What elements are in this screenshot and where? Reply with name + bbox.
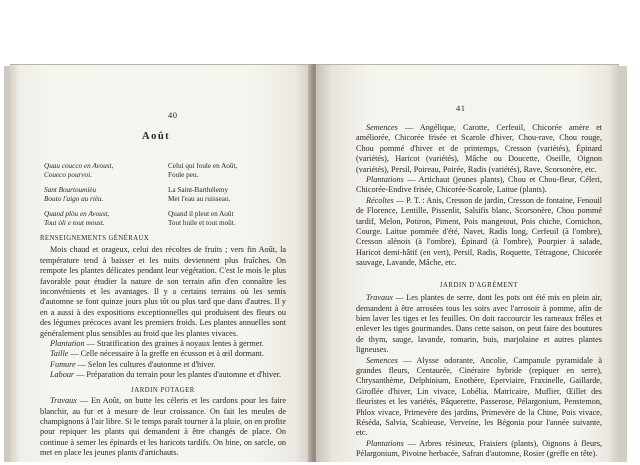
- entry-label: Plantations: [366, 175, 404, 185]
- entry-taille: [40, 349, 286, 359]
- poem-provencal: [44, 162, 113, 235]
- poem-stanza: [44, 186, 113, 203]
- entry-label: Plantations: [366, 438, 404, 448]
- poem-line: Met l'eau au ruisseau.: [168, 194, 231, 203]
- entry-label: Travaux: [366, 293, 393, 303]
- entry-text: — Arbres résineux, Fraisiers (plants), Oignons à fleurs, Pélargonium, Pivoine herbacée, Safran d'automne, Rosier (greffe en tête).: [356, 438, 602, 459]
- poem-line: Celui qui foule en Août,: [168, 162, 238, 170]
- poem-stanza: [168, 210, 237, 227]
- poem-line: Coueco pourvoi.: [44, 170, 92, 179]
- potager-paragraph: [40, 396, 286, 458]
- poem-stanza: [168, 162, 237, 179]
- poem-line: Sant Bourtoumièu: [44, 186, 97, 195]
- poem-line: Tout huile et tout moût.: [168, 218, 236, 227]
- section-heading-potager: JARDIN POTAGER: [131, 386, 195, 394]
- entry-label: Récoltes: [366, 195, 394, 205]
- entry-label: Semences: [366, 123, 398, 132]
- entry-label: Plantation: [50, 339, 85, 349]
- entry-text: — Selon les cultures d'automne et d'hiver.: [75, 359, 216, 369]
- entry-label: Fumure: [50, 359, 76, 369]
- poem-line: Quand il pleut en Août: [168, 210, 234, 219]
- entry-plantations-agrement: [356, 439, 602, 460]
- poem-line: Quand plòu en Avoust,: [44, 210, 110, 219]
- poem-line: Bouto l'aigo au rièu.: [44, 194, 104, 203]
- entry-label: Labour: [50, 370, 75, 380]
- entry-text: — P. T. : Anis, Cresson de jardin, Cresson de fontaine, Fenouil de Florence, Lentille, Pissenlit, Salsifis blanc, Scorsonère, Chou pommé tardif, Melon, Potiron, Piment, Pois mangetout, Pois chiche, Cornichon, Courge. Laitue pommée d'été, Navet, Radis long, Cerfeuil (à l'ombre), Cresson alénois (à l'ombre), Épinard (à l'ombre), Pourpier à salade, Haricot demi-hâtif (en vert), Persil, Radis, Roquette, Tétragone, Chicorée sauvage, Lavande, Mâche, etc.: [356, 195, 602, 268]
- entry-text: — Les plantes de serre, dont les pots ont été mis en plein air, demandent à être arrosées tous les soirs avec l'arrosoir à pomme, afin de bien laver les tiges et les feuilles. On doit raccourcir les rameaux frêles et enlever les tiges gourmandes. Dans cette saison, on peut faire des boutures de thym, sauge, lavande, romarin, buis, marjolaine et autres plantes ligneuses.: [356, 293, 602, 355]
- entry-labour: [40, 370, 286, 380]
- entry-label: Semences: [366, 355, 398, 365]
- entry-fumure: [40, 360, 286, 370]
- poem-line: La Saint-Barthélemy: [168, 186, 229, 195]
- section-heading-general: RENSEIGNEMENTS GÉNÉRAUX: [40, 235, 150, 242]
- entry-label: Travaux: [50, 396, 77, 406]
- poem-line: Quau coucco en Avoust,: [44, 162, 114, 170]
- right-content: [356, 123, 602, 460]
- entry-semences: [356, 123, 602, 175]
- poem-french: [168, 162, 237, 235]
- page-number: 41: [456, 103, 466, 113]
- general-section: [40, 234, 286, 459]
- entry-text: — Artichaut (jeunes plants), Chou et Chou-fleur, Céleri, Chicorée-Endive frisée, Chicorée-Scarole, Laitue (plants).: [356, 175, 602, 195]
- entry-semences-agrement: [356, 356, 602, 439]
- poem-stanza: [44, 210, 113, 227]
- poem-line: Foule peu.: [168, 170, 199, 179]
- entry-text: — En Août, on butte les céleris et les cardons pour les faire blanchir, au fur et à mesure de leur croissance. On fait les meules de champignons à l'air libre. Si le temps paraît tourner à la pluie, on en profite pour repiquer les plants qui demandent à être changés de place. On continue à semer les épinards et les haricots tardifs. On bine, on sarcle, on met en place les jeunes plants d'artichauts.: [40, 396, 286, 458]
- entry-label: Taille: [50, 349, 69, 359]
- entry-text: — Stratification des graines à noyaux lentes à germer.: [84, 339, 264, 349]
- section-heading-agrement: JARDIN D'AGRÉMENT: [439, 281, 519, 289]
- general-paragraph: Mois chaud et orageux, celui des récoltes de fruits ; vers fin Août, la température tend à baisser et les nuits deviennent plus fraîches. On rempote les plantes délicates pendant leur végétation. C'est le mois le plus favorable pour étudier la nature de son terrain afin d'en connaître les inconvénients et les avantages. Il y a certains terrains où les semis d'automne se font quinze jours plus tôt ou plus tard que dans d'autres. Il y en a aussi à des expositions exceptionnelles qui produisent des fleurs ou des légumes précoces avant les premiers froids. Les plantes annuelles sont généralement plus sensibles au froid que les plantes vivaces.: [40, 245, 286, 338]
- poem-line: Tout òli e tout moust.: [44, 218, 105, 227]
- chapter-title: Août: [142, 131, 171, 142]
- entry-text: — Celle nécessaire à la greffe en écusson et à œil dormant.: [68, 349, 264, 359]
- entry-recoltes: [356, 196, 602, 269]
- left-page: [10, 64, 312, 462]
- entry-plantation: [40, 339, 286, 349]
- entry-text: — Angélique, Carotte, Cerfeuil, Chicorée amère et améliorée, Chicorée frisée et Scarole d'hiver, Chou-rave, Chou rouge, Chou pommé d'hiver et de printemps, Cresson (variétés), Épinard (variétés), Haricot (variétés), Mâche ou Doucette, Oseille, Oignon (variétés), Persil, Poireau, Poirée, Radis (variétés), Rave, Scorsonère, etc.: [356, 123, 602, 174]
- page-number: 40: [168, 110, 178, 120]
- poem-stanza: [44, 162, 113, 179]
- entry-travaux: [356, 293, 602, 355]
- page-edges-right: [619, 66, 627, 462]
- poem-stanza: [168, 186, 237, 203]
- right-page: [316, 64, 619, 462]
- entry-plantations: [356, 175, 602, 196]
- entry-text: — Alysse odorante, Ancolie, Campanule pyramidale à grandes fleurs, Centaurée, Cinéraire hybride (repiquer en serre), Chrysanthème, Delphinium, Enothère, Eperviaire, Fraxinelle, Gaillarde, Giroflée d'hiver, Lin vivace, Lobélia, Matricaire, Muflier, Œillet des fleuristes et les variétés, Pâquerette, Passerose, Pélargonium, Penstemon, Phlox vivace, Primevère des jardins, Primevère de la Chine, Pois vivace, Réséda, Salvia, Scabieuse, Verveine, les Bégonia pour l'année suivante, etc.: [356, 355, 602, 438]
- entry-text: — Préparation du terrain pour les plantes d'automne et d'hiver.: [74, 370, 282, 380]
